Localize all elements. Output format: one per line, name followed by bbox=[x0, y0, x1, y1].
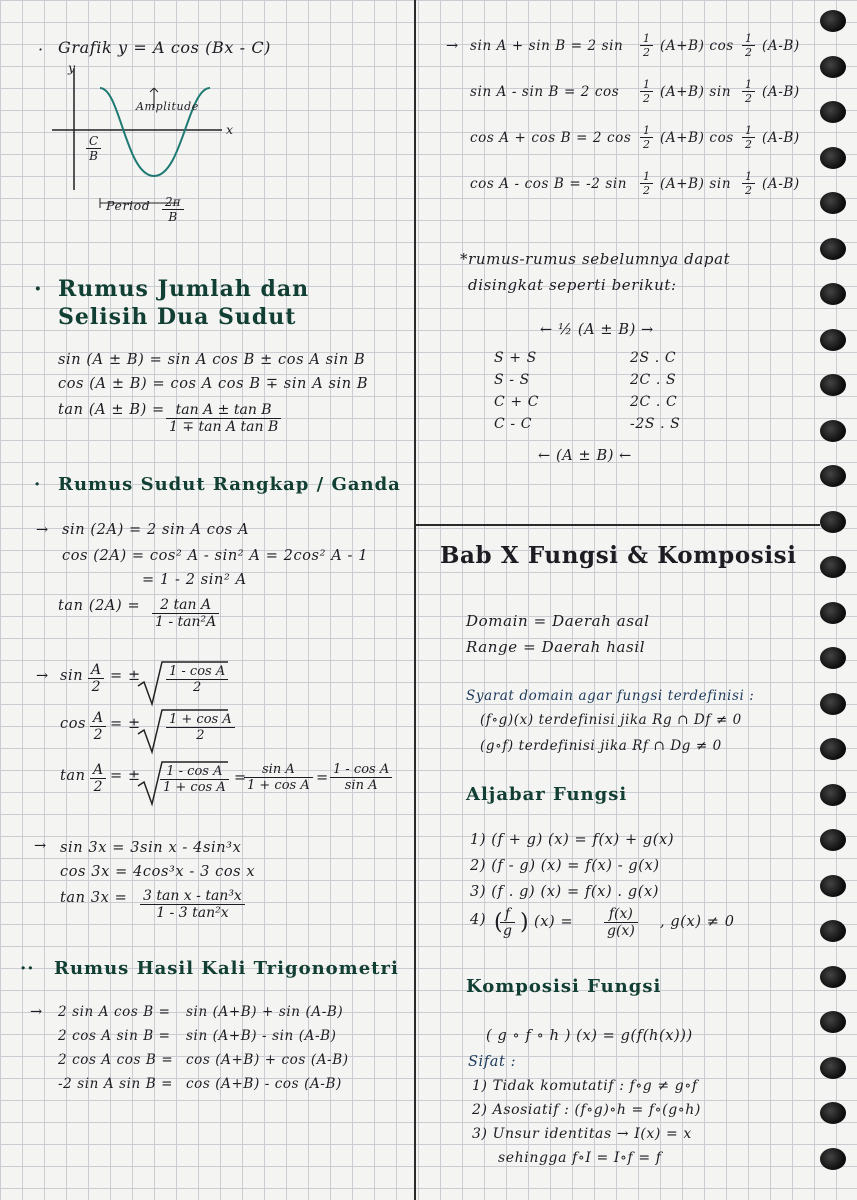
formula-cos2a: cos (2A) = cos² A - sin² A = 2cos² A - 1 bbox=[62, 548, 369, 564]
binding-hole bbox=[820, 1011, 846, 1033]
domain-condition-2: (g∘f) terdefinisi jika Rf ∩ Dg ≠ 0 bbox=[480, 738, 722, 754]
sum-to-product-end: (A-B) bbox=[762, 38, 800, 54]
formula-cos2a-alt: = 1 - 2 sin² A bbox=[142, 572, 247, 588]
sum-to-product-lhs: sin A - sin B = 2 cos bbox=[470, 84, 620, 100]
binding-hole bbox=[820, 602, 846, 624]
range-definition: Range = Daerah hasil bbox=[466, 638, 646, 656]
arrow-icon: → bbox=[446, 38, 459, 54]
equals: = bbox=[234, 770, 247, 786]
algebra-item: 1) (f + g) (x) = f(x) + g(x) bbox=[470, 832, 675, 848]
binding-hole bbox=[820, 420, 846, 442]
half-fraction bbox=[742, 78, 755, 105]
binding-hole bbox=[820, 283, 846, 305]
page-divider-horizontal bbox=[416, 524, 820, 526]
bullet: · bbox=[38, 40, 44, 59]
sum-to-product-lhs: cos A - cos B = -2 sin bbox=[470, 176, 628, 192]
abbrev-left: S + S bbox=[494, 350, 537, 366]
amplitude-label: Amplitude bbox=[136, 100, 199, 113]
heading-composition: Komposisi Fungsi bbox=[466, 976, 662, 997]
formula-sin-sum: sin (A ± B) = sin A cos B ± cos A sin B bbox=[58, 352, 366, 368]
abbrev-right: -2S . S bbox=[630, 416, 681, 432]
page-divider-vertical bbox=[414, 0, 416, 1200]
product-lhs: 2 cos A cos B = bbox=[58, 1052, 174, 1068]
half-fraction-num: 1 bbox=[640, 170, 653, 184]
sum-to-product-end: (A-B) bbox=[762, 130, 800, 146]
algebra-item: 2) (f - g) (x) = f(x) - g(x) bbox=[470, 858, 660, 874]
note-line-2: disingkat seperti berikut: bbox=[468, 276, 677, 294]
half-fraction-num: 1 bbox=[640, 124, 653, 138]
half-cos-pm: = ± bbox=[110, 716, 141, 732]
binding-hole bbox=[820, 10, 846, 32]
half-cos-radicand: $\frac{\text{1 + cos A}}{2}$ bbox=[166, 712, 235, 743]
binding-hole bbox=[820, 920, 846, 942]
heading-double-angle: Rumus Sudut Rangkap / Ganda bbox=[58, 474, 401, 495]
half-fraction-den: 2 bbox=[643, 138, 650, 151]
half-fraction bbox=[640, 124, 653, 151]
formula-tan3x-lhs: tan 3x = bbox=[60, 890, 128, 906]
binding-hole bbox=[820, 693, 846, 715]
property-item: 1) Tidak komutatif : f∘g ≠ g∘f bbox=[472, 1078, 698, 1094]
bullet: · bbox=[34, 474, 42, 495]
algebra-item-4-number: 4) bbox=[470, 912, 487, 928]
binding-hole bbox=[820, 829, 846, 851]
half-cos-lhs: cos bbox=[60, 716, 87, 732]
period-label: Period bbox=[106, 198, 151, 213]
period-fraction: $\frac{2\pi}{B}$ bbox=[162, 195, 184, 224]
half-tan-angle: $\frac{A}{2}$ bbox=[90, 762, 106, 795]
bullet: ·· bbox=[20, 958, 35, 979]
heading-product: Rumus Hasil Kali Trigonometri bbox=[54, 958, 399, 979]
half-fraction bbox=[640, 170, 653, 197]
algebra-item-4-rhs: $\frac{f(x)}{g(x)}$ bbox=[604, 906, 638, 939]
sum-to-product-lhs: cos A + cos B = 2 cos bbox=[470, 130, 632, 146]
sum-to-product-mid: (A+B) sin bbox=[660, 84, 732, 100]
formula-sin2a: sin (2A) = 2 sin A cos A bbox=[62, 522, 250, 538]
x-axis-label: x bbox=[226, 122, 234, 137]
half-sin-pm: = ± bbox=[110, 668, 141, 684]
binding-hole bbox=[820, 875, 846, 897]
binding-hole bbox=[820, 511, 846, 533]
properties-heading: Sifat : bbox=[468, 1054, 517, 1070]
binding-hole bbox=[820, 465, 846, 487]
product-lhs: -2 sin A sin B = bbox=[58, 1076, 174, 1092]
half-fraction-den: 2 bbox=[643, 92, 650, 105]
half-fraction-num: 1 bbox=[640, 78, 653, 92]
sum-to-product-end: (A-B) bbox=[762, 84, 800, 100]
property-item: 3) Unsur identitas → I(x) = x bbox=[472, 1126, 692, 1142]
half-fraction-num: 1 bbox=[742, 124, 755, 138]
heading-algebra: Aljabar Fungsi bbox=[466, 784, 628, 805]
half-fraction-den: 2 bbox=[745, 46, 752, 59]
binding-hole bbox=[820, 738, 846, 760]
bullet: · bbox=[34, 276, 43, 302]
product-rhs: cos (A+B) - cos (A-B) bbox=[186, 1076, 342, 1092]
paren-open: ( bbox=[494, 910, 504, 935]
half-fraction bbox=[742, 170, 755, 197]
binding-hole bbox=[820, 784, 846, 806]
domain-condition-1: (f∘g)(x) terdefinisi jika Rg ∩ Df ≠ 0 bbox=[480, 712, 742, 728]
half-fraction-num: 1 bbox=[742, 78, 755, 92]
half-fraction bbox=[742, 32, 755, 59]
phase-shift-fraction: $\frac{C}{B}$ bbox=[86, 134, 101, 163]
product-rhs: sin (A+B) + sin (A-B) bbox=[186, 1004, 344, 1020]
half-fraction bbox=[640, 32, 653, 59]
binding-hole bbox=[820, 1057, 846, 1079]
half-fraction-num: 1 bbox=[742, 170, 755, 184]
abbrev-left: C + C bbox=[494, 394, 540, 410]
composition-formula: ( g ∘ f ∘ h ) (x) = g(f(h(x))) bbox=[486, 1028, 693, 1044]
half-cos-angle: $\frac{A}{2}$ bbox=[90, 710, 106, 743]
formula-tan2a-lhs: tan (2A) = bbox=[58, 598, 141, 614]
formula-tan-sum-lhs: tan (A ± B) = bbox=[58, 402, 165, 418]
binding-hole bbox=[820, 1148, 846, 1170]
sum-to-product-mid: (A+B) sin bbox=[660, 176, 732, 192]
arrow-icon: → bbox=[30, 1004, 43, 1020]
paren-close: ) bbox=[520, 910, 530, 935]
half-fraction-den: 2 bbox=[643, 184, 650, 197]
abbrev-left: C - C bbox=[494, 416, 533, 432]
binding-hole bbox=[820, 147, 846, 169]
note-line-1: *rumus-rumus sebelumnya dapat bbox=[460, 250, 731, 268]
abbrev-right: 2C . C bbox=[630, 394, 678, 410]
half-fraction-num: 1 bbox=[742, 32, 755, 46]
half-tan-form3: $\frac{\text{1 - cos A}}{\text{sin A}}$ bbox=[330, 762, 392, 793]
arrow-icon: → bbox=[36, 668, 49, 684]
product-lhs: 2 cos A sin B = bbox=[58, 1028, 171, 1044]
abbrev-right: 2S . C bbox=[630, 350, 677, 366]
algebra-item-4-fraction: $\frac{f}{g}$ bbox=[500, 906, 515, 939]
binding-hole bbox=[820, 329, 846, 351]
half-fraction bbox=[640, 78, 653, 105]
half-tan-lhs: tan bbox=[60, 768, 86, 784]
half-sin-angle: $\frac{A}{2}$ bbox=[88, 662, 104, 695]
binding-hole bbox=[820, 56, 846, 78]
half-sin-lhs: sin bbox=[60, 668, 84, 684]
half-fraction-den: 2 bbox=[643, 46, 650, 59]
domain-definition: Domain = Daerah asal bbox=[466, 612, 650, 630]
note-bottom-arrow: ← (A ± B) ← bbox=[538, 448, 632, 464]
arrow-icon: → bbox=[36, 522, 49, 538]
half-fraction-den: 2 bbox=[745, 184, 752, 197]
algebra-item-4-x: (x) = bbox=[534, 914, 574, 930]
binding-hole bbox=[820, 101, 846, 123]
formula-tan3x-fraction: $\frac{\text{3 tan x - tan³x}}{\text{1 - 3 tan²x}}$ bbox=[140, 888, 245, 921]
half-fraction-den: 2 bbox=[745, 138, 752, 151]
property-item: 2) Asosiatif : (f∘g)∘h = f∘(g∘h) bbox=[472, 1102, 701, 1118]
half-fraction-num: 1 bbox=[640, 32, 653, 46]
sum-to-product-mid: (A+B) cos bbox=[660, 130, 734, 146]
heading-sum-diff-2: Selisih Dua Sudut bbox=[58, 304, 297, 330]
half-fraction bbox=[742, 124, 755, 151]
domain-condition-heading: Syarat domain agar fungsi terdefinisi : bbox=[466, 688, 755, 704]
sum-to-product-end: (A-B) bbox=[762, 176, 800, 192]
abbrev-left: S - S bbox=[494, 372, 530, 388]
sum-to-product-lhs: sin A + sin B = 2 sin bbox=[470, 38, 624, 54]
binding-hole bbox=[820, 966, 846, 988]
y-axis-label: y bbox=[68, 60, 76, 75]
equals: = bbox=[316, 770, 329, 786]
product-lhs: 2 sin A cos B = bbox=[58, 1004, 171, 1020]
formula-tan-sum-fraction: $\frac{\text{tan A ± tan B}}{\text{1 ∓ tan A tan B}}$ bbox=[166, 402, 281, 435]
binding-hole bbox=[820, 556, 846, 578]
binding-hole bbox=[820, 374, 846, 396]
formula-sin3x: sin 3x = 3sin x - 4sin³x bbox=[60, 840, 242, 856]
binding-hole bbox=[820, 647, 846, 669]
binding-hole bbox=[820, 192, 846, 214]
half-fraction-den: 2 bbox=[745, 92, 752, 105]
arrow-icon: → bbox=[34, 838, 47, 854]
formula-cos3x: cos 3x = 4cos³x - 3 cos x bbox=[60, 864, 256, 880]
half-sin-radicand: $\frac{\text{1 - cos A}}{2}$ bbox=[166, 664, 228, 695]
algebra-item: 3) (f . g) (x) = f(x) . g(x) bbox=[470, 884, 660, 900]
half-tan-form2: $\frac{\text{sin A}}{\text{1 + cos A}}$ bbox=[244, 762, 313, 793]
half-tan-radicand: $\frac{\text{1 - cos A}}{\text{1 + cos A}}$ bbox=[160, 764, 229, 795]
product-rhs: sin (A+B) - sin (A-B) bbox=[186, 1028, 337, 1044]
algebra-item-4-condition: , g(x) ≠ 0 bbox=[660, 914, 735, 930]
chapter-title: Bab X Fungsi & Komposisi bbox=[440, 542, 797, 569]
sum-to-product-mid: (A+B) cos bbox=[660, 38, 734, 54]
binding-hole bbox=[820, 238, 846, 260]
binding-hole bbox=[820, 1102, 846, 1124]
cosine-graph bbox=[50, 58, 260, 233]
graph-title: Grafik y = A cos (Bx - C) bbox=[58, 38, 272, 57]
note-top-arrow: ← ½ (A ± B) → bbox=[540, 322, 654, 338]
abbrev-right: 2C . S bbox=[630, 372, 677, 388]
formula-tan2a-fraction: $\frac{\text{2 tan A}}{\text{1 - tan²A}}$ bbox=[152, 597, 219, 630]
formula-cos-sum: cos (A ± B) = cos A cos B ∓ sin A sin B bbox=[58, 376, 369, 392]
half-tan-pm: = ± bbox=[110, 768, 141, 784]
heading-sum-diff-1: Rumus Jumlah dan bbox=[58, 276, 310, 302]
product-rhs: cos (A+B) + cos (A-B) bbox=[186, 1052, 349, 1068]
property-item: sehingga f∘I = I∘f = f bbox=[498, 1150, 662, 1166]
